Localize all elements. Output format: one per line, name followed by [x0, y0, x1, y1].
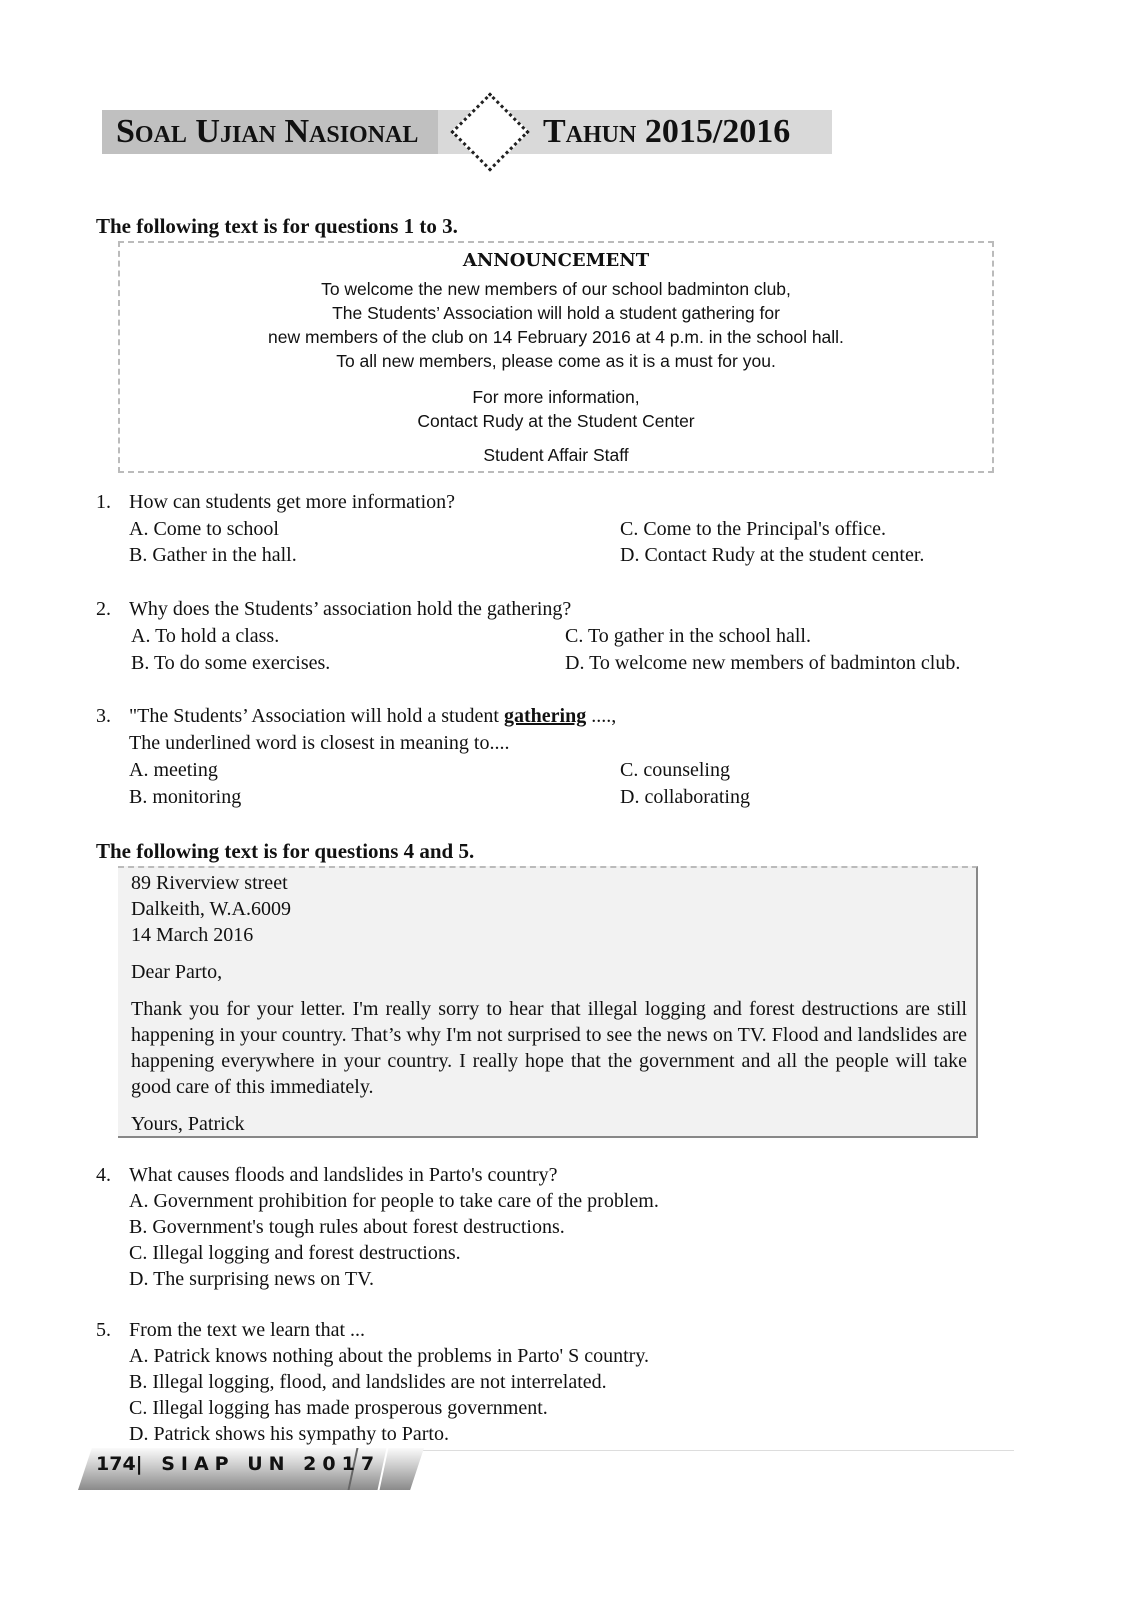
question-number: 2.	[96, 598, 111, 620]
option-b[interactable]: B. To do some exercises.	[131, 652, 331, 674]
option-d[interactable]: D. collaborating	[620, 786, 750, 808]
option-a[interactable]: A. To hold a class.	[131, 625, 280, 647]
option-d[interactable]: D. Patrick shows his sympathy to Parto.	[129, 1423, 449, 1445]
section1-heading: The following text is for questions 1 to 3.	[96, 214, 458, 238]
announcement-line: The Students’ Association will hold a student gathering for	[332, 303, 780, 323]
question-text-part: ....,	[586, 705, 617, 727]
letter-address: Dalkeith, W.A.6009	[131, 898, 291, 920]
footer-title: | SIAP UN 2017	[135, 1453, 381, 1475]
option-c[interactable]: C. Illegal logging has made prosperous government.	[129, 1397, 548, 1419]
letter-address: 89 Riverview street	[131, 872, 288, 894]
question-number: 3.	[96, 705, 111, 727]
question-text-part: "The Students’ Association will hold a student	[129, 705, 504, 727]
option-c[interactable]: C. Illegal logging and forest destructions.	[129, 1242, 461, 1264]
option-c[interactable]: C. counseling	[620, 759, 730, 781]
letter-greeting: Dear Parto,	[131, 961, 223, 983]
footer-label	[96, 1453, 380, 1475]
page-number: 174	[96, 1453, 136, 1475]
section2-heading: The following text is for questions 4 and 5.	[96, 839, 475, 863]
option-a[interactable]: A. meeting	[129, 759, 218, 781]
letter-box	[118, 866, 978, 1138]
question-text-2: The underlined word is closest in meaning to....	[129, 732, 510, 754]
option-b[interactable]: B. Government's tough rules about forest destructions.	[129, 1216, 565, 1238]
question-text: How can students get more information?	[129, 491, 456, 513]
option-d[interactable]: D. To welcome new members of badminton club.	[565, 652, 961, 674]
announcement-line: To all new members, please come as it is a must for you.	[336, 351, 776, 371]
option-a[interactable]: A. Patrick knows nothing about the problems in Parto' S country.	[129, 1345, 650, 1367]
question-text: What causes floods and landslides in Parto's country?	[129, 1164, 558, 1186]
option-b[interactable]: B. Illegal logging, flood, and landslides are not interrelated.	[129, 1371, 607, 1393]
announcement-line: To welcome the new members of our school badminton club,	[321, 279, 791, 299]
option-d[interactable]: D. The surprising news on TV.	[129, 1268, 374, 1290]
letter-body: Thank you for your letter. I'm really sorry to hear that illegal logging and forest destructions are still happening in your country. That’s why I'm not surprised to see the news on TV. Flood and landslides are happening everywhere in your country. I really hope that the government and all the people will take good care of this immediately.	[131, 998, 967, 1098]
announcement-signature: Student Affair Staff	[483, 445, 629, 465]
question-number: 4.	[96, 1164, 111, 1186]
option-a[interactable]: A. Come to school	[129, 518, 279, 540]
letter-date: 14 March 2016	[131, 924, 254, 946]
header-left-title: Soal Ujian Nasional	[116, 113, 419, 150]
announcement-line: new members of the club on 14 February 2016 at 4 p.m. in the school hall.	[268, 327, 844, 347]
option-d[interactable]: D. Contact Rudy at the student center.	[620, 544, 925, 566]
header-right-title: Tahun 2015/2016	[543, 113, 791, 150]
announcement-title: ANNOUNCEMENT	[462, 250, 650, 271]
announcement-info: For more information,	[472, 387, 640, 407]
footer-divider	[420, 1450, 1014, 1451]
underlined-word: gathering	[503, 705, 587, 727]
option-b[interactable]: B. monitoring	[129, 786, 242, 808]
announcement-box	[118, 241, 994, 473]
question-text: Why does the Students’ association hold the gathering?	[129, 598, 572, 620]
question-text: From the text we learn that ...	[129, 1319, 366, 1341]
question-number: 5.	[96, 1319, 111, 1341]
letter-closing: Yours, Patrick	[131, 1113, 245, 1135]
question-number: 1.	[96, 491, 111, 513]
question-text	[129, 703, 616, 729]
announcement-info: Contact Rudy at the Student Center	[417, 411, 695, 431]
option-c[interactable]: C. Come to the Principal's office.	[620, 518, 886, 540]
diamond-ornament-icon	[450, 92, 529, 171]
option-a[interactable]: A. Government prohibition for people to take care of the problem.	[129, 1190, 659, 1212]
option-b[interactable]: B. Gather in the hall.	[129, 544, 297, 566]
option-c[interactable]: C. To gather in the school hall.	[565, 625, 811, 647]
